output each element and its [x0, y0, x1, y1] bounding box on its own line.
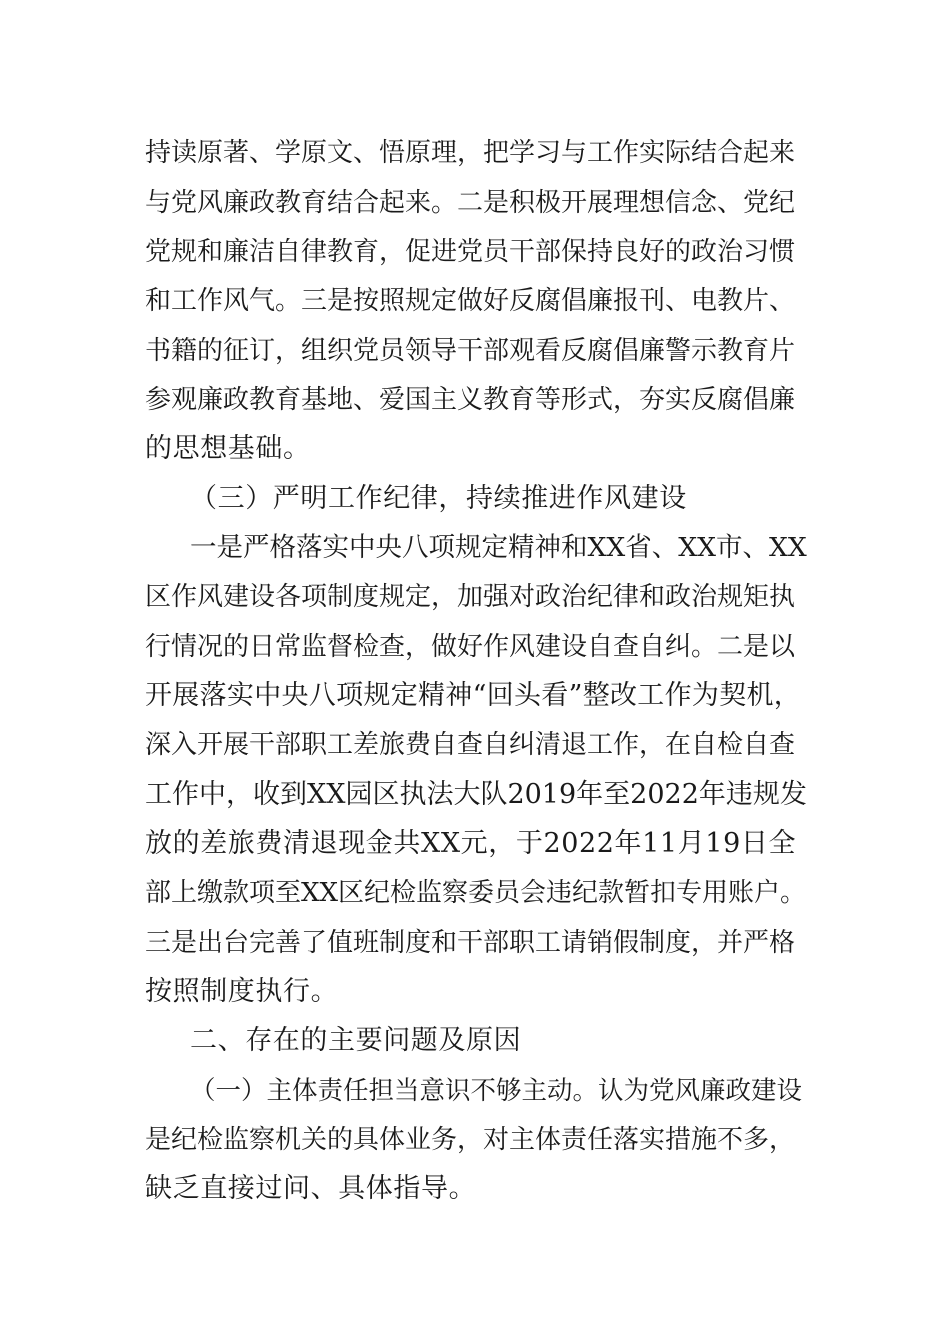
body-text-line: 党规和廉洁自律教育，促进党员干部保持良好的政治习惯: [145, 237, 796, 267]
body-text-line: 开展落实中央八项规定精神“回头看”整改工作为契机，: [145, 680, 802, 711]
section-heading: （三）严明工作纪律，持续推进作风建设: [190, 483, 687, 514]
body-text-line: 参观廉政教育基地、爱国主义教育等形式，夯实反腐倡廉: [145, 385, 796, 415]
body-text-line: 一是严格落实中央八项规定精神和XX省、XX市、XX: [190, 532, 807, 563]
body-text-line: 放的差旅费清退现金共XX元，于2022年11月19日全: [145, 828, 797, 859]
body-text-line: 持读原著、学原文、悟原理，把学习与工作实际结合起来: [145, 138, 796, 168]
body-text-line: 行情况的日常监督检查，做好作风建设自查自纠。二是以: [145, 632, 796, 662]
body-text-line: 三是出台完善了值班制度和干部职工请销假制度，并严格: [145, 928, 796, 958]
body-text-line: 是纪检监察机关的具体业务，对主体责任落实措施不多，: [145, 1125, 796, 1155]
body-text-line: 与党风廉政教育结合起来。二是积极开展理想信念、党纪: [145, 188, 796, 218]
body-text-line: 工作中，收到XX园区执法大队2019年至2022年违规发: [145, 779, 807, 810]
section-heading: 二、存在的主要问题及原因: [190, 1025, 522, 1056]
body-text-line: 和工作风气。三是按照规定做好反腐倡廉报刊、电教片、: [145, 286, 796, 316]
body-text-line: （一）主体责任担当意识不够主动。认为党风廉政建设: [190, 1076, 803, 1106]
body-text-line: 区作风建设各项制度规定，加强对政治纪律和政治规矩执: [145, 582, 796, 612]
body-text-line: 的思想基础。: [145, 433, 311, 464]
body-text-line: 深入开展干部职工差旅费自查自纠清退工作，在自检自查: [145, 730, 796, 760]
body-text-line: 部上缴款项至XX区纪检监察委员会违纪款暂扣专用账户。: [145, 878, 807, 908]
body-text-line: 缺乏直接过问、具体指导。: [145, 1173, 477, 1204]
body-text-line: 按照制度执行。: [145, 976, 339, 1007]
body-text-line: 书籍的征订，组织党员领导干部观看反腐倡廉警示教育片: [145, 336, 796, 366]
